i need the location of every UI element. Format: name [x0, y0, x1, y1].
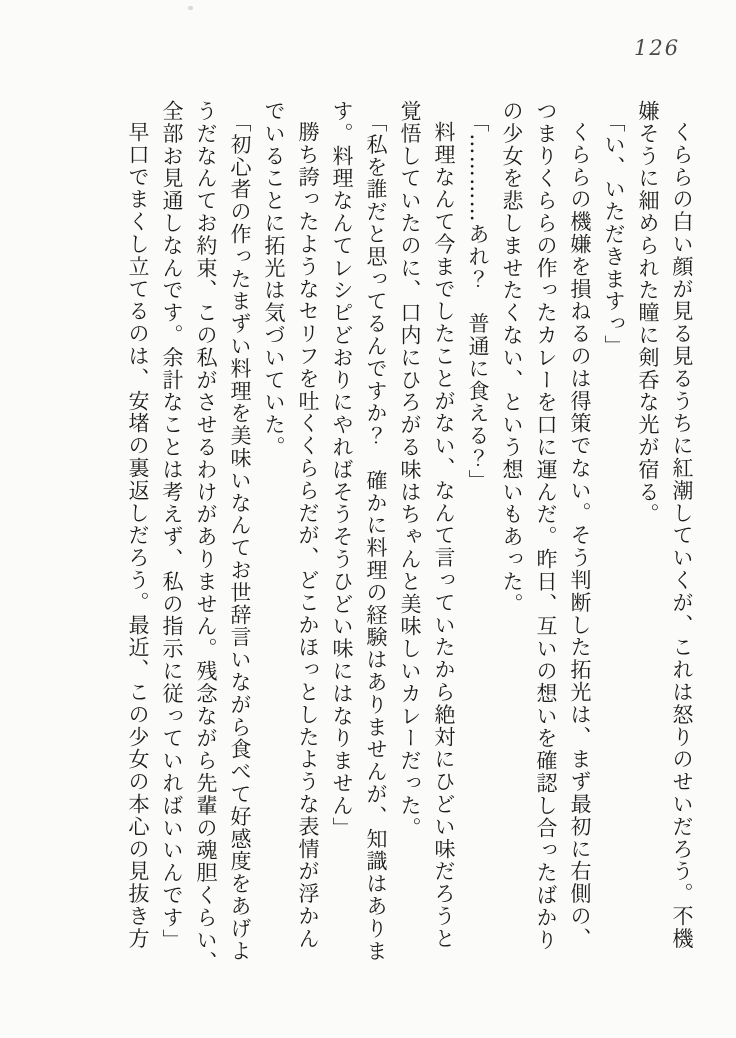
text-column: の少女を悲しませたくない、という想いもあった。 — [500, 100, 524, 616]
text-column: 「私を誰だと思ってるんですか？ 確かに料理の経験はありませんが、知識はありま — [364, 110, 388, 962]
text-column: 全部お見通しなんです。余計なことは考えず、私の指示に従っていればいいんです」 — [160, 100, 184, 952]
text-column: うだなんてお約束、この私がさせるわけがありません。残念ながら先輩の魂胆くらい、 — [194, 100, 218, 974]
text-column: でいることに拓光は気づいていた。 — [262, 100, 286, 459]
text-column: 「…………あれ？ 普通に食える？」 — [466, 110, 490, 492]
text-column: 「い、いただきますっ」 — [602, 110, 626, 357]
text-column: 嫌そうに細められた瞳に剣呑な光が宿る。 — [636, 100, 660, 526]
text-column: つまりくららの作ったカレーを口に運んだ。昨日、互いの想いを確認し合ったばかり — [534, 100, 558, 952]
text-column: 覚悟していたのに、口内にひろがる味はちゃんと美味しいカレーだった。 — [398, 100, 422, 840]
text-column: 早口でまくし立てるのは、安堵の裏返しだろう。最近、この少女の本心の見抜き方 — [126, 121, 150, 950]
scan-speck — [188, 6, 193, 10]
text-column: 「初心者の作ったまずい料理を美味いなんてお世辞言いながら食べて好感度をあげよ — [228, 110, 252, 962]
text-column: す。料理なんてレシピどおりにやればそうそうひどい味にはなりません」 — [330, 100, 354, 840]
text-column: くららの機嫌を損ねるのは得策でない。そう判断した拓光は、まず最初に右側の、 — [568, 121, 592, 950]
vertical-text-block — [121, 100, 699, 974]
page-number: 126 — [634, 36, 681, 60]
text-column: くららの白い顔が見る見るうちに紅潮していくが、これは怒りのせいだろう。不機 — [670, 121, 694, 950]
text-column: 料理なんて今までしたことがない、なんて言っていたから絶対にひどい味だろうと — [432, 121, 456, 950]
text-column: 勝ち誇ったようなセリフを吐くくららだが、どこかほっとしたような表情が浮かん — [296, 121, 320, 950]
